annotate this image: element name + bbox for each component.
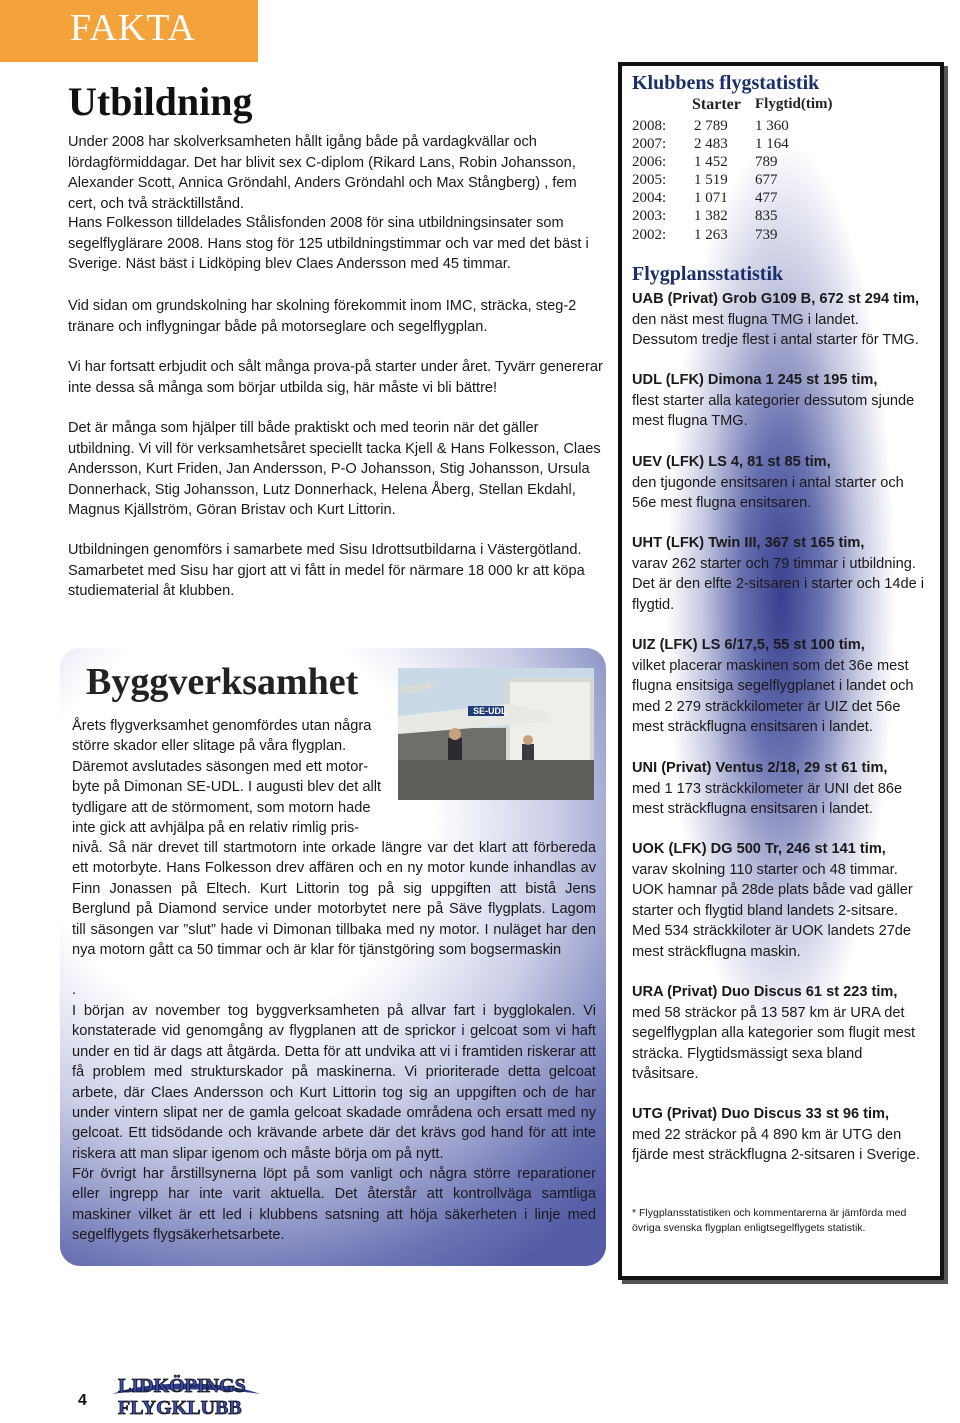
utbildning-paragraph-2: Vid sidan om grundskolning har skolning förekommit inom IMC, sträcka, steg-2 tränare och inflygningar både på motorseglare och segelflygplan. xyxy=(68,298,577,335)
year-cell: 2004: xyxy=(632,190,667,206)
flygtid-cell: 677 xyxy=(755,172,778,188)
page-title: Utbildning xyxy=(68,79,253,124)
aircraft-entry-uni xyxy=(632,758,928,820)
aircraft-entry-body: den tjugonde ensitsaren i antal starter och 56e mest flugna ensitsaren. xyxy=(632,474,904,512)
club-statistics-title: Klubbens flygstatistik xyxy=(632,72,820,94)
bygg-paragraph-2: I början av november tog byggverksamheten på allvar fart i bygglokalen. Vi konstaterade vid genomgång av flygplanen att de sprickor i gelcoat som vi haft under en tid är dags att åtgärda. Detta för att undvika att vi i framtiden riskerar att få problem med strukturskador på maskinerna. Vi prioriterade detta gelcoat arbete, där Claes Andersson och Kurt Littorin tog sig an uppgiften och de har under vintern slipat ner de gamla gelcoat skadade områdena och ersatt med ny gelcoat. Ett tidsödande och krävande arbete där det krävs god hand för att inte riskera att man slipar igenom och måste börja om på nytt. xyxy=(72,1003,596,1162)
starter-cell: 2 483 xyxy=(694,136,728,152)
aircraft-entry-body: med 58 sträckor på 13 587 km är URA det segelflygplan alla kategorier som flugit mest sträcka. Flygtidsmässigt sexa bland tvåsitsare. xyxy=(632,1004,916,1083)
column-header-starter: Starter xyxy=(692,96,741,113)
club-logo xyxy=(108,1370,264,1418)
aircraft-entry-head: UEV (LFK) LS 4, 81 st 85 tim, xyxy=(632,454,831,470)
flygtid-cell: 739 xyxy=(755,227,778,243)
bygg-line-1: Årets flygverksamhet genomfördes utan några xyxy=(72,718,372,734)
year-cell: 2007: xyxy=(632,136,667,152)
utbildning-paragraph-3: Vi har fortsatt erbjudit och sålt många prova-på starter under året. Tyvärr genererar inte dessa så många som börjar utbilda sig, här måste vi bli bättre! xyxy=(68,359,603,396)
year-cell: 2003: xyxy=(632,208,667,224)
bygg-line-6: inte gick att avhjälpa på en relativ rimlig pris- xyxy=(72,820,360,837)
flygtid-cell: 835 xyxy=(755,208,778,224)
aircraft-entry-body: varav skolning 110 starter och 48 timmar. UOK hamnar på 28de plats både vad gäller starter och flygtid bland landets 2-sitsare. Med 534 sträckkiloter är UOK landets 27de mest sträckflugna maskin. xyxy=(632,861,913,960)
aircraft-entry-head: UIZ (LFK) LS 6/17,5, 55 st 100 tim, xyxy=(632,637,865,653)
starter-cell: 1 452 xyxy=(694,154,728,170)
aircraft-entry-head: UTG (Privat) Duo Discus 33 st 96 tim, xyxy=(632,1106,890,1122)
aircraft-entry-uab xyxy=(632,289,928,351)
aircraft-entry-head: URA (Privat) Duo Discus 61 st 223 tim, xyxy=(632,984,898,1000)
bygg-line-3: Däremot avslutades säsongen med ett motor- xyxy=(72,758,369,775)
aircraft-entry-body: vilket placerar maskinen som det 36e mest flugna ensitsiga segelflygplanet i landet och med 2 279 sträckkilometer är UIZ det 56e mest sträckflugna ensitsaren i landet. xyxy=(632,657,914,736)
starter-cell: 1 071 xyxy=(694,190,728,206)
bygg-line-2: större skador eller slitage på våra flygplan. xyxy=(72,738,347,755)
aircraft-entry-head: UDL (LFK) Dimona 1 245 st 195 tim, xyxy=(632,372,878,388)
flygtid-cell: 1 164 xyxy=(755,136,789,152)
bygg-paragraph-1: nivå. Så när drevet till startmotorn inte orkade längre var det klart att förbereda ett motorbyte. Hans Folkesson drev affären och en ny motor kunde inhandlas av Finn Jonassen på Eltech. Kurt Littorin tog på sig uppgiften att bistå Jens Berglund på Diamond service under motorbytet nere på Säve flygplats. Lagom till säsongen var ”slut” hade vi Dimonan tillbaka med ny motor. I nuläget har den nya motorn gått ca 50 timmar och är klar för tjänstgöring som bogsermaskin xyxy=(72,840,596,959)
year-cell: 2002: xyxy=(632,227,667,243)
club-logo-graphic xyxy=(108,1370,264,1418)
aircraft-entry-uiz xyxy=(632,635,928,738)
aircraft-entry-utg xyxy=(632,1104,928,1166)
logo-line-1: LIDKÖPINGS xyxy=(118,1375,246,1397)
bygg-line-5: tydligare att de störmoment, som motorn hade xyxy=(72,799,371,816)
aircraft-entry-head: UNI (Privat) Ventus 2/18, 29 st 61 tim, xyxy=(632,760,888,776)
column-header-flygtid: Flygtid(tim) xyxy=(755,96,833,112)
starter-cell: 1 263 xyxy=(694,227,728,243)
glider-trailer-photo xyxy=(398,668,594,800)
aircraft-entry-uev xyxy=(632,452,928,514)
aircraft-entry-head: UHT (LFK) Twin III, 367 st 165 tim, xyxy=(632,535,865,551)
aircraft-entry-uht xyxy=(632,533,928,615)
byggverksamhet-title: Byggverksamhet xyxy=(86,661,359,703)
utbildning-paragraph-1: Under 2008 har skolverksamheten hållt igång både på vardagkvällar och lördagförmiddagar. Det har blivit sex C-diplom (Rikard Lans, Robin Johansson, Alexander Scott, Annica Gröndahl, Anders Gröndahl och Max Stångberg) , fem cert, och två sträcktillstånd. xyxy=(68,134,577,212)
aircraft-statistics-title: Flygplansstatistik xyxy=(632,263,784,285)
aircraft-entry-body: flest starter alla kategorier dessutom sjunde mest flugna TMG. xyxy=(632,392,915,430)
statistics-footnote: * Flygplansstatistiken och kommentarerna är jämförda med övriga svenska flygplan enligtsegelflygets statistik. xyxy=(632,1207,907,1234)
bygg-intro xyxy=(72,716,392,838)
aircraft-entry-head: UAB (Privat) Grob G109 B, 672 st 294 tim, xyxy=(632,291,920,307)
aircraft-entry-ura xyxy=(632,982,928,1085)
aircraft-entry-udl xyxy=(632,370,928,432)
page-number: 4 xyxy=(78,1392,87,1409)
aircraft-entry-body: med 1 173 sträckkilometer är UNI det 86e mest sträckflugna ensitsaren i landet. xyxy=(632,780,903,818)
aircraft-entry-body: den näst mest flugna TMG i landet. Dessutom tredje flest i antal starter för TMG. xyxy=(632,311,919,349)
flygtid-cell: 1 360 xyxy=(755,118,789,134)
registration-mark: SE-UDL xyxy=(473,706,507,716)
aircraft-entry-body: med 22 sträckor på 4 890 km är UTG den fjärde mest sträckflugna 2-sitsaren i Sverige. xyxy=(632,1126,920,1164)
utbildning-paragraph-5: Utbildningen genomförs i samarbete med Sisu Idrottsutbildarna i Västergötland. Samarbetet med Sisu har gjort att vi fått in medel för närmare 18 000 kr att köpa studiematerial åt klubben. xyxy=(68,542,585,600)
logo-line-2: FLYGKLUBB xyxy=(118,1397,242,1418)
flygtid-cell: 789 xyxy=(755,154,778,170)
section-tag xyxy=(0,0,258,62)
starter-cell: 1 519 xyxy=(694,172,728,188)
bygg-line-4: byte på Dimonan SE-UDL. I augusti blev det allt xyxy=(72,779,382,796)
photo-illustration xyxy=(398,668,594,800)
bygg-dot: . xyxy=(72,982,77,998)
year-cell: 2006: xyxy=(632,154,667,170)
flygtid-cell: 477 xyxy=(755,190,778,206)
aircraft-entry-head: UOK (LFK) DG 500 Tr, 246 st 141 tim, xyxy=(632,841,886,857)
aircraft-entry-body: varav 262 starter och 79 timmar i utbildning. Det är den elfte 2-sitsaren i starter och 14de i flygtid. xyxy=(632,555,925,613)
utbildning-paragraph-4: Det är många som hjälper till både praktiskt och med teorin när det gäller utbildning. Vi vill för verksamhetsåret speciellt tacka Kjell & Hans Folkesson, Claes Andersson, Kurt Friden, Jan Andersson, P-O Johansson, Stig Johansson, Ursula Donnerhack, Stig Johansson, Lutz Donnerhack, Helena Åberg, Stellan Ekdahl, Magnus Kjällström, Göran Bristav och Kurt Littorin. xyxy=(68,420,601,519)
starter-cell: 1 382 xyxy=(694,208,728,224)
aircraft-entry-uok xyxy=(632,839,928,963)
starter-cell: 2 789 xyxy=(694,118,728,134)
year-cell: 2005: xyxy=(632,172,667,188)
bygg-paragraph-3: För övrigt har årstillsynerna löpt på som vanligt och några större reparationer eller ingrepp har inte varit aktuella. Det återstår att kontrollväga samtliga maskiner vilket är ett led i klubbens satsning att höja säkerheten i linje med segelflygets flygsäkerhetsarbete. xyxy=(72,1166,596,1244)
section-tag-label: FAKTA xyxy=(70,7,196,49)
year-cell: 2008: xyxy=(632,118,667,134)
utbildning-paragraph-1b: Hans Folkesson tilldelades Stålisfonden 2008 för sina utbildningsinsater som segelflyglärare 2008. Hans stog för 125 utbildningstimmar och var med det bäst i Sverige. Näst bäst i Lidköping blev Claes Andersson med 45 timmar. xyxy=(68,215,589,273)
